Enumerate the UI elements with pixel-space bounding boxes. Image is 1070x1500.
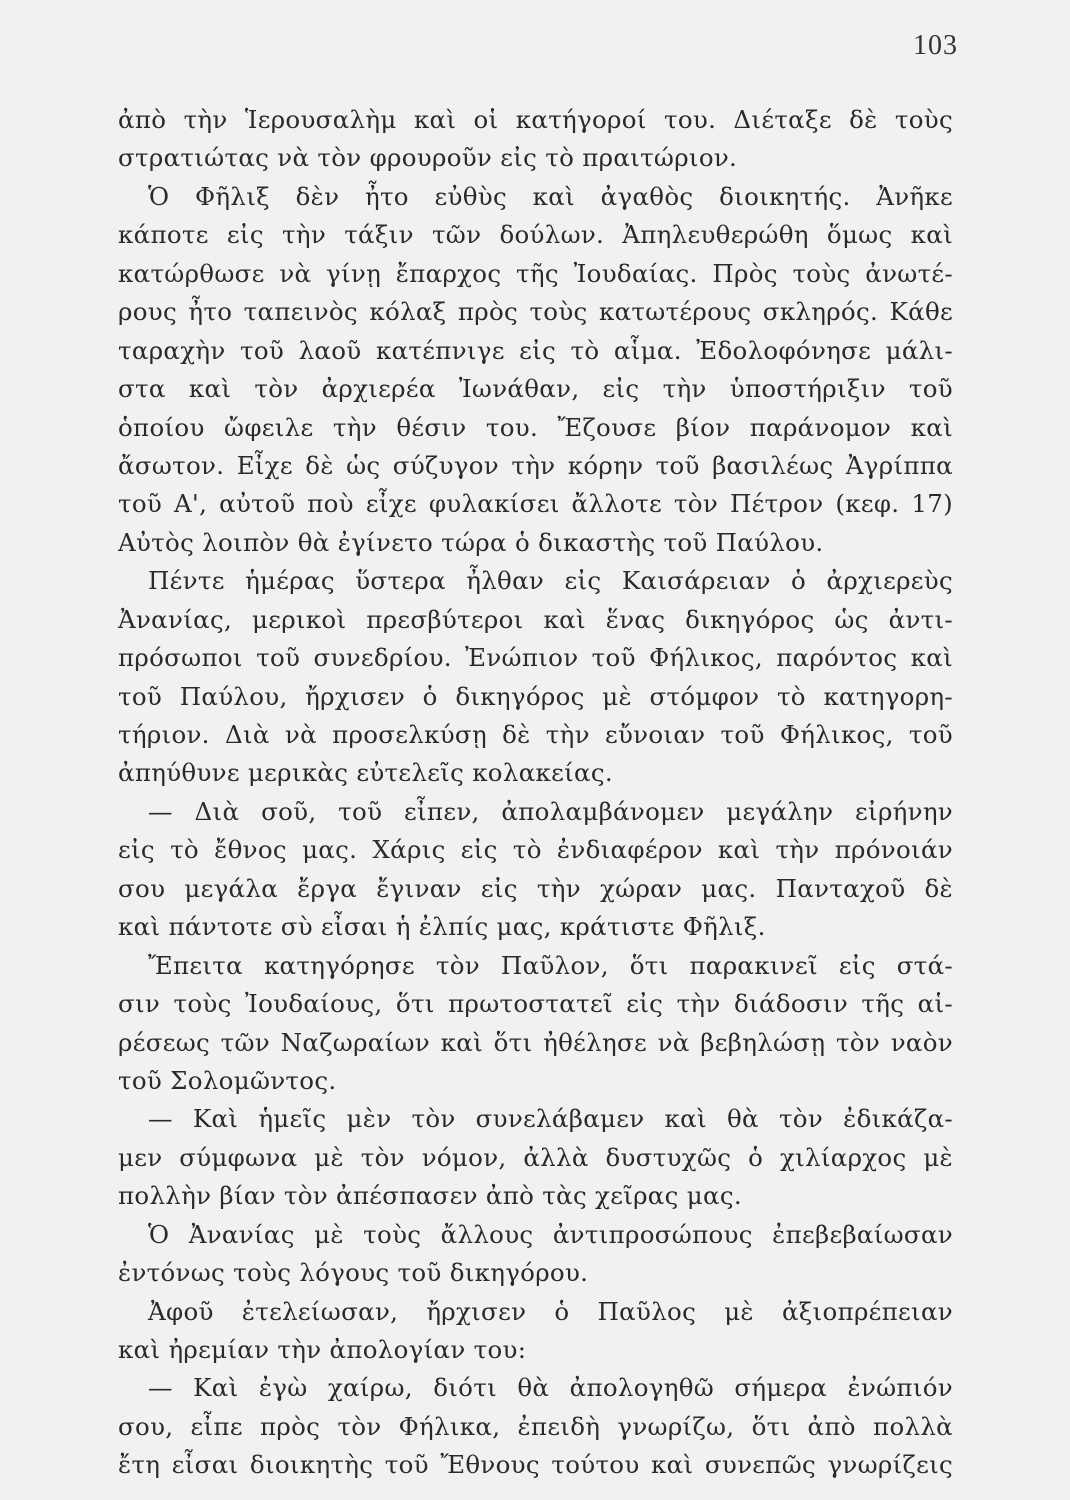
text-line: πρόσωποι τοῦ συνεδρίου. Ἐνώπιον τοῦ Φήλικος, παρόντος καὶ [118,643,953,673]
text-line: ρους ἦτο ταπεινὸς κόλαξ πρὸς τοὺς κατωτέρους σκληρός. Κάθε [118,297,953,327]
text-line: καὶ πάντοτε σὺ εἶσαι ἡ ἐλπίς μας, κράτιστε Φῆλιξ. [118,912,766,942]
text-line: πολλὴν βίαν τὸν ἀπέσπασεν ἀπὸ τὰς χεῖρας μας. [118,1181,742,1211]
text-line: ταραχὴν τοῦ λαοῦ κατέπνιγε εἰς τὸ αἷμα. Ἐδολοφόνησε μάλι- [118,335,953,365]
text-line: Ὁ Φῆλιξ δὲν ἦτο εὐθὺς καὶ ἀγαθὸς διοικητής. Ἀνῆκε [148,181,953,211]
text-line: τοῦ Παύλου, ἤρχισεν ὁ δικηγόρος μὲ στόμφον τὸ κατηγορη- [118,681,953,711]
text-line: σιν τοὺς Ἰουδαίους, ὅτι πρωτοστατεῖ εἰς τὴν διάδοσιν τῆς αἱ- [118,989,953,1019]
text-line: — Καὶ ἡμεῖς μὲν τὸν συνελάβαμεν καὶ θὰ τὸν ἐδικάζα- [148,1104,953,1134]
text-line: σου μεγάλα ἔργα ἔγιναν εἰς τὴν χώραν μας. Πανταχοῦ δὲ [118,873,953,903]
text-line: Ἀνανίας, μερικοὶ πρεσβύτεροι καὶ ἕνας δικηγόρος ὡς ἀντι- [118,604,953,634]
text-line: ἄσωτον. Εἶχε δὲ ὡς σύζυγον τὴν κόρην τοῦ βασιλέως Ἀγρίππα [118,450,953,480]
text-line: ὁποίου ὤφειλε τὴν θέσιν του. Ἔζουσε βίον παράνομον καὶ [118,412,953,442]
text-line: ἀπηύθυνε μερικὰς εὐτελεῖς κολακείας. [118,758,613,788]
text-line: Ἀφοῦ ἐτελείωσαν, ἤρχισεν ὁ Παῦλος μὲ ἀξιοπρέπειαν [148,1296,953,1326]
text-line: σου, εἶπε πρὸς τὸν Φήλικα, ἐπειδὴ γνωρίζω, ὅτι ἀπὸ πολλὰ [118,1411,953,1441]
text-line: τήριον. Διὰ νὰ προσελκύσῃ δὲ τὴν εὔνοιαν τοῦ Φήλικος, τοῦ [118,720,953,749]
body-text [118,101,953,1485]
text-line: κατώρθωσε νὰ γίνῃ ἔπαρχος τῆς Ἰουδαίας. Πρὸς τοὺς ἀνωτέ- [118,258,953,288]
text-line: — Διὰ σοῦ, τοῦ εἶπεν, ἀπολαμβάνομεν μεγάλην εἰρήνην [148,796,953,826]
text-line: Ὁ Ἀνανίας μὲ τοὺς ἄλλους ἀντιπροσώπους ἐπεβεβαίωσαν [148,1219,953,1249]
page-number: 103 [913,30,958,61]
text-line: ἀπὸ τὴν Ἱερουσαλὴμ καὶ οἱ κατήγοροί του. Διέταξε δὲ τοὺς [118,105,953,134]
text-line: Αὐτὸς λοιπὸν θὰ ἐγίνετο τώρα ὁ δικαστὴς τοῦ Παύλου. [118,527,824,557]
text-line: ρέσεως τῶν Ναζωραίων καὶ ὅτι ἠθέλησε νὰ βεβηλώσῃ τὸν ναὸν [118,1027,953,1057]
text-line: τοῦ Α', αὐτοῦ ποὺ εἶχε φυλακίσει ἄλλοτε τὸν Πέτρον (κεφ. 17) [118,489,953,519]
text-line: καὶ ἠρεμίαν τὴν ἀπολογίαν του: [118,1335,527,1364]
text-line: — Καὶ ἐγὼ χαίρω, διότι θὰ ἀπολογηθῶ σήμερα ἐνώπιόν [148,1373,953,1403]
text-line: εἰς τὸ ἔθνος μας. Χάρις εἰς τὸ ἐνδιαφέρον καὶ τὴν πρόνοιάν [118,835,953,865]
text-line: στα καὶ τὸν ἀρχιερέα Ἰωνάθαν, εἰς τὴν ὑποστήριξιν τοῦ [118,374,953,404]
text-line: στρατιώτας νὰ τὸν φρουροῦν εἰς τὸ πραιτώριον. [118,143,738,173]
text-line: ἐντόνως τοὺς λόγους τοῦ δικηγόρου. [118,1258,589,1288]
text-line: μεν σύμφωνα μὲ τὸν νόμον, ἀλλὰ δυστυχῶς ὁ χιλίαρχος μὲ [118,1142,953,1172]
text-line: τοῦ Σολομῶντος. [118,1065,337,1095]
text-line: ἔτη εἶσαι διοικητὴς τοῦ Ἔθνους τούτου καὶ συνεπῶς γνωρίζεις [118,1450,953,1480]
text-line: Πέντε ἡμέρας ὕστερα ἦλθαν εἰς Καισάρειαν ὁ ἀρχιερεὺς [148,566,953,596]
text-line: Ἔπειτα κατηγόρησε τὸν Παῦλον, ὅτι παρακινεῖ εἰς στά- [148,950,953,980]
text-line: κάποτε εἰς τὴν τάξιν τῶν δούλων. Ἀπηλευθερώθη ὅμως καὶ [118,220,953,250]
